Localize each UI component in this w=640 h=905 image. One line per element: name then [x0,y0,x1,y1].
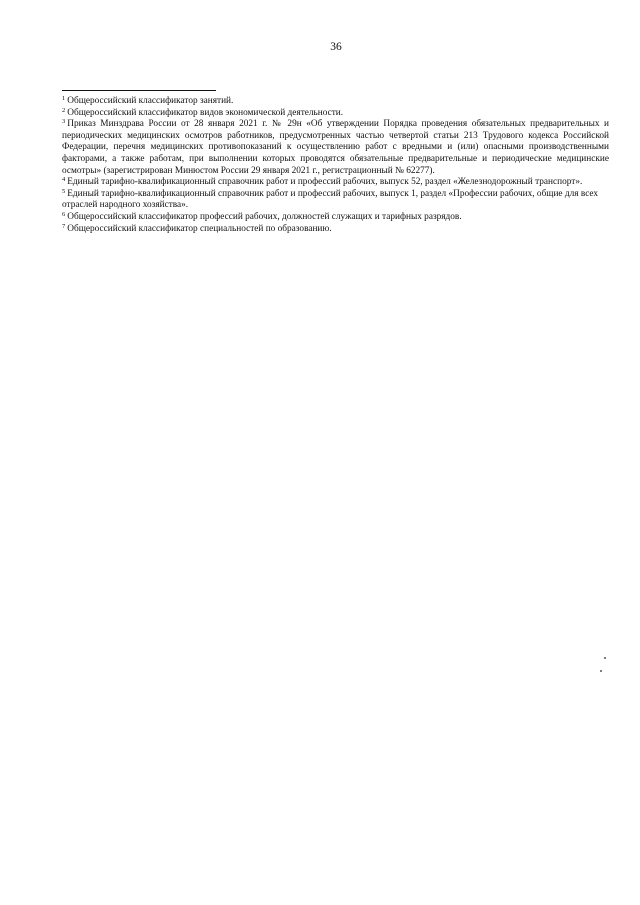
footnote-marker: 7 [62,222,66,230]
footnote-text: Общероссийский классификатор занятий. [67,96,234,106]
footnote-2 [62,108,609,120]
page-number: 36 [330,41,342,53]
footnote-marker: 1 [62,95,66,102]
footnote-6 [62,212,609,224]
footnote-marker: 6 [62,210,66,218]
footnote-text: Единый тарифно-квалификационный справочник работ и профессий рабочих, выпуск 1, раздел «Профессии рабочих, общие для всех отраслей народного хозяйства». [62,188,599,211]
footnote-text: Общероссийский классификатор специальностей по образованию. [67,223,332,234]
footnote-text: Общероссийский классификатор профессий рабочих, должностей служащих и тарифных разрядов. [67,211,462,222]
footnote-marker: 2 [62,106,66,114]
footnote-marker: 3 [62,118,66,126]
footnote-text: Приказ Минздрава России от 28 января 2021 г. № 29н «Об утверждении Порядка проведения обязательных предварительных и периодических медицинских осмотров работников, предусмотренных частью четвертой статьи 213 Трудового кодекса Российской Федерации, перечня медицинских противопоказаний к осуществлению работ с вредными и (или) опасными производственными факторами, а также работам, при выполнении которых проводятся обязательные предварительные и периодические медицинские осмотры» (зарегистрирован Минюстом России 29 января 2021 г., регистрационный № 62277). [62,119,609,176]
footnote-7 [62,224,609,236]
footnotes-list [62,96,609,235]
footnote-5 [62,189,609,212]
footnote-text: Единый тарифно-квалификационный справочник работ и профессий рабочих, выпуск 52, раздел «Железнодорожный транспорт». [67,177,583,188]
footnote-4 [62,177,609,189]
footnote-marker: 5 [62,187,66,195]
footnote-separator [62,90,216,91]
footnote-text: Общероссийский классификатор видов экономической деятельности. [67,107,344,118]
scan-speck [604,657,606,659]
footnote-3 [62,119,609,177]
footnote-1 [62,96,609,108]
footnote-marker: 4 [62,176,66,184]
scan-speck [600,670,602,672]
